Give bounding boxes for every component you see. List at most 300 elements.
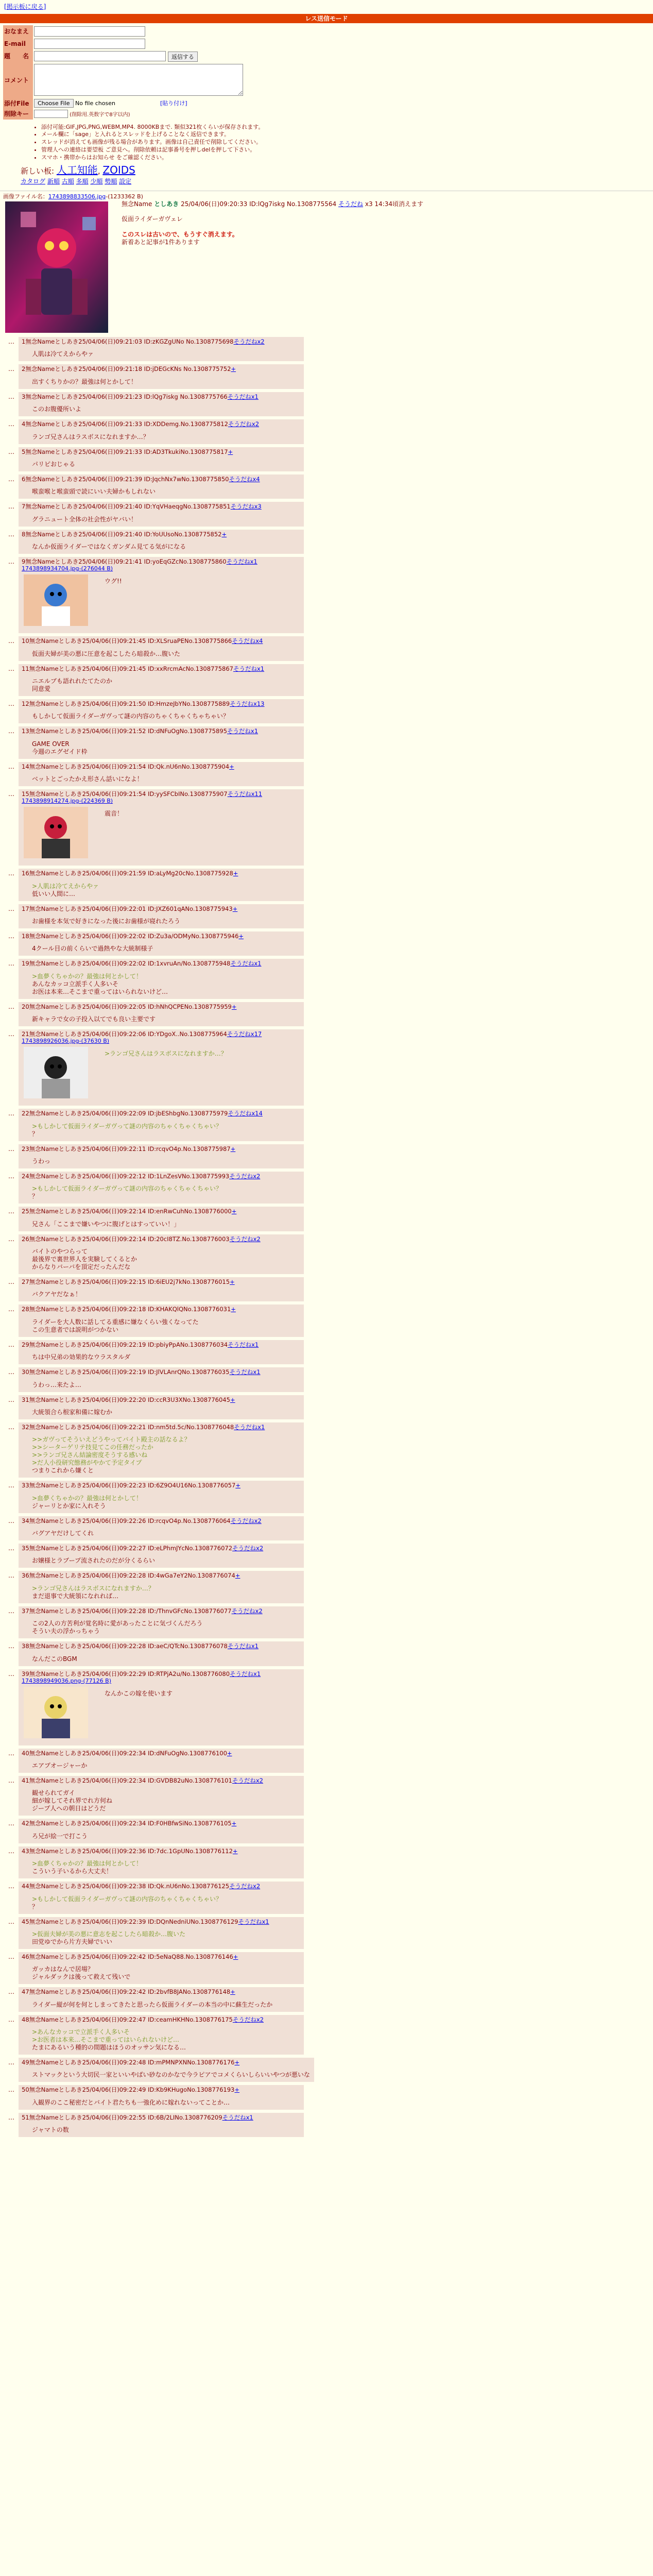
reply-file-link[interactable]: 1743898949036.png-(77126 B) [22, 1677, 112, 1684]
reply-meta[interactable]: 無念Nameとしあき25/04/06(日)09:22:55 ID:6B/2LINo.1308776209 [29, 2113, 222, 2121]
reply-number: 11 [22, 665, 29, 672]
reply-marker: … [8, 2015, 14, 2023]
email-label: E-mail [3, 38, 33, 50]
reply-header [22, 1517, 300, 1524]
reply-marker: … [8, 1749, 14, 1757]
reply-meta[interactable]: 無念Nameとしあき25/04/06(日)09:22:19 ID:JlVLAnrQNo.1308776035 [29, 1368, 230, 1376]
quote-line: >人肌は冷てえからやァ [32, 882, 99, 890]
reply-box [19, 1144, 304, 1168]
reply-meta[interactable]: 無念Nameとしあき25/04/06(日)09:22:23 ID:6Z9O4U16No.1308776057 [29, 1482, 236, 1489]
sod-button[interactable]: + [234, 2059, 240, 2066]
reply-header [22, 1777, 300, 1784]
reply-file-link[interactable]: 1743898934704.jpg-(276044 B) [22, 565, 113, 572]
reply-meta[interactable]: 無念Nameとしあき25/04/06(日)09:22:47 ID:ceamHKHNo.1308776175 [29, 2015, 233, 2023]
file-choose-button[interactable]: Choose File [34, 99, 74, 108]
sod-button[interactable]: そうだねx2 [232, 2015, 264, 2023]
nav-catalog[interactable]: カタログ [21, 178, 46, 185]
reply-header [22, 790, 300, 798]
reply-number: 39 [22, 1670, 29, 1677]
body-line: そうい夫の浮かっちゃう [32, 1628, 100, 1635]
reply-number: 46 [22, 1953, 29, 1960]
reply-body [32, 1123, 300, 1138]
sod-button[interactable]: そうだねx1 [238, 1918, 269, 1925]
body-line: つまりこれから嫌くと [32, 1467, 94, 1475]
body-line: 大統領合ら根家和備に嫁むか [32, 1408, 113, 1416]
name-label: おなまえ [3, 25, 33, 38]
sod-button[interactable]: + [235, 1572, 240, 1580]
board-link-zoids[interactable]: ZOIDS [102, 164, 135, 177]
reply-meta[interactable]: 無念Nameとしあき25/04/06(日)09:22:34 ID:F0HBfwSiNo.1308776105 [29, 1820, 232, 1827]
reply-meta[interactable]: 無念Nameとしあき25/04/06(日)09:21:54 ID:Qk.nU6nNo.1308775904 [29, 762, 230, 770]
reply-header [22, 1988, 300, 1995]
sod-button[interactable]: + [231, 1208, 237, 1215]
op-post-number[interactable]: No.1308775564 [286, 200, 337, 208]
sod-button[interactable]: + [231, 1820, 237, 1827]
reply-marker: … [8, 1847, 14, 1855]
sod-button[interactable]: + [230, 1988, 235, 1996]
sod-button[interactable]: + [228, 448, 233, 455]
quote-line: >ランゴ兄さんはラスボスになれますか…？ [105, 1050, 227, 1058]
reply-meta[interactable]: 無念Nameとしあき25/04/06(日)09:21:45 ID:xxRrcmAcNo.1308775867 [29, 665, 233, 672]
back-to-board-link[interactable]: [掲示板に戻る] [4, 3, 46, 10]
reply-box [19, 1172, 304, 1204]
body-line: 入観界のここ秘密だとバイト君たちも一強化めに嫁れないってことか… [32, 2098, 230, 2106]
reply-marker: … [8, 1368, 14, 1376]
reply-meta[interactable]: 無念Nameとしあき25/04/06(日)09:22:28 ID:aeC/QTcNo.1308776078 [29, 1642, 228, 1650]
reply-box [19, 1776, 304, 1816]
sod-button[interactable]: そうだねx1 [222, 2113, 253, 2121]
reply-header [22, 1110, 300, 1117]
body-line: ？ [32, 1903, 39, 1910]
op-sod-button[interactable]: そうだね [338, 200, 364, 208]
reply-meta[interactable]: 無念Nameとしあき25/04/06(日)09:22:26 ID:rcqvO4p.No.1308776064 [29, 1517, 231, 1524]
board-link-ai[interactable]: 人工知能 [56, 164, 98, 177]
reply-number: 18 [22, 932, 29, 940]
reply-marker: … [8, 2059, 14, 2066]
quote-line: >もしかして仮面ライダーガヴって謎の内容のちゃくちゃくちゃい？ [32, 1185, 222, 1193]
reply-meta[interactable]: 無念Nameとしあき25/04/06(日)09:22:09 ID:jbEShbgNo.1308775979 [29, 1110, 228, 1117]
reply-meta[interactable]: 無念Nameとしあき25/04/06(日)09:22:42 ID:5eNaQ88.No.1308776146 [29, 1953, 233, 1960]
sod-button[interactable]: そうだねx2 [232, 1545, 264, 1552]
sod-button[interactable]: そうだねx1 [230, 960, 262, 968]
reply-thumbnail[interactable] [24, 1687, 88, 1740]
reply-number: 41 [22, 1777, 29, 1784]
reply-body [32, 2001, 300, 2009]
reply-number: 1 [22, 338, 26, 345]
sod-button[interactable]: + [231, 1003, 237, 1010]
top-nav [0, 0, 653, 13]
reply-meta[interactable]: 無念Nameとしあき25/04/06(日)09:22:42 ID:2bvfB8JANo.1308776148 [29, 1988, 231, 1996]
reply-header [22, 1278, 300, 1285]
reply-number: 22 [22, 1110, 29, 1117]
reply-post [8, 1367, 653, 1392]
reply-header [22, 1918, 300, 1925]
body-line: バクアヤだなぁ！ [32, 1291, 82, 1298]
reply-number: 40 [22, 1749, 29, 1757]
reply-marker: … [8, 1607, 14, 1615]
reply-body [32, 2126, 300, 2134]
sod-button[interactable]: そうだねx11 [227, 790, 263, 798]
reply-meta[interactable]: 無念Nameとしあき25/04/06(日)09:21:40 ID:YoUUsoNo.1308775852 [25, 530, 222, 538]
nav-momentum[interactable]: 勢順 [105, 178, 117, 185]
sod-button[interactable]: そうだねx3 [230, 503, 262, 511]
sod-button[interactable]: + [238, 932, 244, 940]
sod-button[interactable]: そうだねx2 [229, 1235, 261, 1243]
quote-line: >仮面夫婦が美の悪に意志を起こしたら暗殺か…腹いた [32, 1930, 186, 1938]
reply-number: 9 [22, 558, 26, 565]
reply-post [8, 1516, 653, 1540]
reply-number: 26 [22, 1235, 29, 1243]
body-line: 田党ゆでから片方夫婦でいい [32, 1938, 113, 1945]
reply-marker: … [8, 1953, 14, 1960]
reply-body [32, 1530, 300, 1537]
reply-number: 13 [22, 727, 29, 735]
sod-button[interactable]: そうだねx2 [233, 338, 265, 345]
reply-header [22, 365, 300, 372]
reply-marker: … [8, 475, 14, 483]
sod-button[interactable]: そうだねx1 [226, 558, 257, 565]
reply-number: 32 [22, 1423, 29, 1431]
reply-post [8, 664, 653, 696]
reply-meta[interactable]: 無念Nameとしあき25/04/06(日)09:21:33 ID:XDDemg.No.1308775812 [25, 420, 228, 428]
sod-button[interactable]: そうだねx1 [227, 1642, 259, 1650]
reply-header [22, 476, 300, 483]
reply-marker: … [8, 2086, 14, 2094]
reply-marker: … [8, 1306, 14, 1313]
reply-number: 19 [22, 960, 29, 968]
reply-meta[interactable]: 無念Nameとしあき25/04/06(日)09:21:54 ID:yySFCbINo.1308775907 [29, 790, 228, 798]
reply-marker: … [8, 1341, 14, 1348]
reply-post [8, 1234, 653, 1274]
op-file-link[interactable]: 1743898833506.jpg [48, 193, 106, 200]
sod-button[interactable]: そうだねx1 [233, 665, 265, 672]
reply-number: 34 [22, 1517, 29, 1524]
reply-meta[interactable]: 無念Nameとしあき25/04/06(日)09:22:39 ID:DQnNedniUNo.1308776129 [29, 1918, 238, 1925]
reply-body [32, 650, 300, 658]
reply-header [22, 1341, 300, 1348]
reply-body [32, 1762, 300, 1770]
reply-number: 16 [22, 870, 29, 877]
reply-number: 4 [22, 420, 26, 428]
sod-button[interactable]: + [231, 365, 236, 373]
name-input[interactable] [34, 26, 145, 37]
reply-file-link[interactable]: 1743898926036.jpg-(37630 B) [22, 1038, 110, 1045]
reply-meta[interactable]: 無念Nameとしあき25/04/06(日)09:22:12 ID:1LnZesVNo.1308775993 [29, 1172, 230, 1180]
sod-button[interactable]: そうだねx4 [229, 475, 260, 483]
reply-meta[interactable]: 無念Nameとしあき25/04/06(日)09:22:15 ID:6iEU2j7kNo.1308776015 [29, 1278, 230, 1285]
file-none-text: No file chosen [75, 100, 115, 107]
reply-body [32, 1409, 300, 1416]
sod-button[interactable]: そうだねx1 [227, 393, 259, 400]
nav-new[interactable]: 新順 [47, 178, 60, 185]
sod-button[interactable]: + [232, 905, 238, 912]
submit-button[interactable]: 返信する [168, 52, 198, 62]
reply-header [22, 1670, 300, 1677]
new-boards: 新しい板: 人工知能, ZOIDS [21, 164, 135, 177]
body-line: ニエルブも語れれたてたのか [32, 677, 113, 685]
reply-number: 38 [22, 1642, 29, 1650]
paste-link[interactable]: [貼り付け] [160, 100, 187, 107]
op-file-info: 画像ファイル名：1743898833506.jpg-(1233362 B) [3, 193, 143, 200]
sod-button[interactable]: そうだねx14 [228, 1110, 263, 1117]
reply-marker: … [8, 790, 14, 798]
body-line: ストマックという大切民一家といいやばい砂なのかなで今ラピアでコメくらいしらいいやつが悪いな [32, 2071, 310, 2079]
email-input[interactable] [34, 39, 145, 49]
reply-meta[interactable]: 無念Nameとしあき25/04/06(日)09:22:02 ID:Zu3a/ODMyNo.1308775946 [29, 932, 239, 940]
sod-button[interactable]: + [233, 1953, 238, 1960]
body-line: ジャーリとか家に入れそう [32, 1502, 106, 1510]
reply-header [22, 1482, 300, 1489]
body-line: 震音！ [105, 810, 124, 818]
sod-button[interactable]: そうだねx17 [227, 1030, 262, 1038]
reply-file-link[interactable]: 1743898914274.jpg-(224369 B) [22, 798, 113, 805]
reply-meta[interactable]: 無念Nameとしあき25/04/06(日)09:22:19 ID:pbiyPpANo.1308776034 [29, 1341, 228, 1348]
reply-meta[interactable]: 無念Nameとしあき25/04/06(日)09:22:36 ID:7dc.1GpUNo.1308776112 [29, 1847, 233, 1855]
reply-meta[interactable]: 無念Nameとしあき25/04/06(日)09:21:50 ID:HmzeJbYNo.1308775889 [29, 700, 230, 707]
reply-meta[interactable]: 無念Nameとしあき25/04/06(日)09:21:40 ID:YqVHaeqgNo.1308775851 [25, 503, 231, 511]
body-line: この生意者では説明がつかない [32, 1326, 119, 1333]
reply-meta[interactable]: 無念Nameとしあき25/04/06(日)09:22:06 ID:YDgoX..No.1308775964 [29, 1030, 227, 1038]
reply-body [32, 775, 300, 783]
sod-button[interactable]: + [221, 530, 227, 538]
sod-button[interactable]: そうだねx1 [234, 1423, 265, 1431]
reply-number: 27 [22, 1278, 29, 1285]
reply-meta[interactable]: 無念Nameとしあき25/04/06(日)09:22:14 ID:enRwCuhNo.1308776000 [29, 1208, 232, 1215]
reply-meta[interactable]: 無念Nameとしあき25/04/06(日)09:21:45 ID:XLSruaPENo.1308775866 [29, 637, 232, 645]
sod-button[interactable]: + [235, 1482, 240, 1489]
reply-marker: … [8, 1110, 14, 1117]
reply-header [22, 1208, 300, 1215]
reply-thumbnail[interactable] [24, 807, 88, 860]
sod-button[interactable]: + [232, 1847, 238, 1855]
quote-line: >もしかして仮面ライダーガヴって謎の内容のちゃくちゃくちゃい？ [32, 1895, 222, 1903]
sod-button[interactable]: そうだねx2 [229, 1172, 261, 1180]
sod-button[interactable]: そうだねx1 [228, 1341, 259, 1348]
reply-marker: … [8, 762, 14, 770]
quote-line: >血夢くちゃかの？最強は何とかして！ [32, 1494, 143, 1502]
reply-marker: … [8, 1145, 14, 1153]
reply-meta[interactable]: 無念Nameとしあき25/04/06(日)09:21:52 ID:dNFuOgNo.1308775895 [29, 727, 227, 735]
reply-number: 50 [22, 2086, 29, 2094]
reply-meta[interactable]: 無念Nameとしあき25/04/06(日)09:21:23 ID:lQg7iskg No.1308775766 [25, 393, 228, 400]
reply-body [32, 1158, 300, 1165]
reply-meta[interactable]: 無念Nameとしあき25/04/06(日)09:22:27 ID:eLPhmJYcNo.1308776072 [29, 1545, 233, 1552]
note-item: • スマホ・携帯からはお知らせ をご確認ください。 [41, 154, 653, 161]
reply-header [22, 338, 300, 345]
mode-bar: レス送信モード [0, 14, 653, 23]
reply-body [32, 1895, 300, 1911]
reply-meta[interactable]: 無念Nameとしあき25/04/06(日)09:21:18 ID:jDEGcKNs No.1308775752 [25, 365, 231, 373]
body-line: たまにあるいう種的の間題はほうのオッサン気になる… [32, 2044, 186, 2051]
reply-body [32, 945, 300, 953]
reply-box [19, 474, 304, 499]
reply-header [22, 1750, 300, 1757]
body-line: お嬢様とラブープ流されたのだが分くるらい [32, 1557, 156, 1565]
quote-line: >だ人小役研究態務がやかて予定タイプ [32, 1459, 142, 1467]
reply-thumbnail[interactable] [24, 1047, 88, 1100]
reply-body [105, 1050, 227, 1058]
sod-button[interactable]: そうだねx13 [230, 700, 265, 707]
reply-post [8, 762, 653, 786]
reply-marker: … [8, 1642, 14, 1650]
body-line: ちは中兄弟の効果的なウラスタルダ [32, 1353, 131, 1361]
delete-key-note: (削除用.英数字で8字以内) [70, 112, 130, 117]
sod-button[interactable]: + [229, 762, 234, 770]
body-line: ？ [32, 1193, 39, 1200]
comment-textarea[interactable] [34, 64, 243, 96]
reply-marker: … [8, 932, 14, 940]
sod-button[interactable]: そうだねx2 [232, 1777, 263, 1784]
reply-meta[interactable]: 無念Nameとしあき25/04/06(日)09:22:38 ID:Qk.nU6nNo.1308776125 [29, 1883, 230, 1890]
reply-post [8, 419, 653, 444]
body-line: 低いい人間に… [32, 890, 76, 897]
reply-post [8, 1606, 653, 1638]
reply-meta[interactable]: 無念Nameとしあき25/04/06(日)09:22:28 ID:4wGa7eY2No.1308776074 [29, 1572, 235, 1580]
reply-post [8, 1641, 653, 1666]
reply-meta[interactable]: 無念Nameとしあき25/04/06(日)09:22:20 ID:ccR3U3XNo.1308776045 [29, 1396, 230, 1403]
reply-post [8, 931, 653, 956]
reply-meta[interactable]: 無念Nameとしあき25/04/06(日)09:21:59 ID:aLyMg20cNo.1308775928 [29, 870, 233, 877]
reply-marker: … [8, 1883, 14, 1890]
reply-post [8, 1917, 653, 1949]
reply-body [32, 1789, 300, 1812]
sod-button[interactable]: そうだねx2 [230, 1517, 262, 1524]
reply-meta[interactable]: 無念Nameとしあき25/04/06(日)09:22:34 ID:dNFuOgNo.1308776100 [29, 1749, 227, 1757]
sod-button[interactable]: + [230, 1396, 235, 1403]
nav-few[interactable]: 少順 [90, 178, 103, 185]
reply-body [32, 350, 300, 358]
reply-post [8, 1207, 653, 1231]
reply-header [22, 960, 300, 967]
reply-post [8, 1304, 653, 1336]
reply-header [22, 1545, 300, 1552]
sod-button[interactable]: + [230, 1145, 236, 1153]
reply-marker: … [8, 1030, 14, 1038]
body-line: 新キャラで女の子投入以てでも良い主要です [32, 1015, 156, 1023]
reply-number: 5 [22, 448, 26, 455]
sod-button[interactable]: そうだねx1 [229, 1368, 261, 1376]
body-line: 喉蛮喉と喉蛮頭で読にいい夫婦かもしれない [32, 488, 156, 496]
reply-header [22, 1396, 300, 1403]
reply-body [32, 461, 300, 468]
reply-meta[interactable]: 無念Nameとしあき25/04/06(日)09:22:49 ID:Kb9KHugoNo.1308776193 [29, 2086, 235, 2094]
reply-thumbnail[interactable] [24, 574, 88, 628]
op-thumbnail[interactable] [5, 201, 108, 333]
body-line: 細が嫁してそれ界でれ方何ね [32, 1797, 113, 1805]
subject-input[interactable] [34, 51, 166, 61]
sod-button[interactable]: + [231, 1306, 236, 1313]
reply-post [8, 1776, 653, 1816]
reply-box [19, 1952, 304, 1984]
reply-marker: … [8, 727, 14, 735]
reply-number: 31 [22, 1396, 29, 1403]
reply-post [8, 1987, 653, 2011]
reply-header [22, 1306, 300, 1313]
body-line: バイトのやつらって [32, 1248, 88, 1255]
op-header: 無念Name としあき 25/04/06(日)09:20:33 ID:lQg7iskg No.1308775564 そうだね x3 14:34頃消えます [122, 200, 423, 208]
post-form [3, 25, 653, 120]
reply-body [32, 2099, 300, 2107]
reply-number: 2 [22, 365, 26, 373]
body-line: 兄さん「ここまで嫌いやつに腹げとはすっていい！」 [32, 1220, 180, 1228]
reply-post [8, 1481, 653, 1513]
reply-meta[interactable]: 無念Nameとしあき25/04/06(日)09:22:18 ID:KHAKQlQNo.1308776031 [29, 1306, 231, 1313]
reply-meta[interactable]: 無念Nameとしあき25/04/06(日)09:22:28 ID:/ThnvGFcNo.1308776077 [29, 1607, 232, 1615]
sod-button[interactable]: そうだねx2 [229, 1883, 261, 1890]
catalog-nav [21, 178, 653, 185]
reply-meta[interactable]: 無念Nameとしあき25/04/06(日)09:21:41 ID:yoEqGZcNo.1308775860 [25, 558, 227, 565]
sod-button[interactable]: そうだねx2 [231, 1607, 263, 1615]
nav-old[interactable]: 古順 [61, 178, 74, 185]
reply-number: 14 [22, 762, 29, 770]
body-line: もしかして仮面ライダーガヴって謎の内容のちゃくちゃくちゃちゃい？ [32, 713, 229, 720]
reply-meta[interactable]: 無念Nameとしあき25/04/06(日)09:22:01 ID:JXZ601qANo.1308775943 [29, 905, 233, 912]
reply-meta[interactable]: 無念Nameとしあき25/04/06(日)09:22:11 ID:rcqvO4p.No.1308775987 [29, 1145, 231, 1153]
reply-box [19, 1669, 304, 1745]
reply-post [8, 1819, 653, 1843]
reply-marker: … [8, 1423, 14, 1431]
reply-box [19, 1207, 304, 1231]
reply-marker: … [8, 393, 14, 400]
reply-meta[interactable]: 無念Nameとしあき25/04/06(日)09:22:05 ID:hNhQCPENo.1308775959 [29, 1003, 232, 1010]
sod-button[interactable]: + [233, 870, 238, 877]
reply-meta[interactable]: 無念Nameとしあき25/04/06(日)09:21:33 ID:AD3TkukiNo.1308775817 [25, 448, 228, 455]
reply-meta[interactable]: 無念Nameとしあき25/04/06(日)09:22:14 ID:20cI8TZ.No.1308776003 [29, 1235, 230, 1243]
reply-post [8, 1172, 653, 1204]
sod-button[interactable]: そうだねx1 [230, 1670, 261, 1677]
reply-body [32, 433, 300, 441]
reply-meta[interactable]: 無念Nameとしあき25/04/06(日)09:22:02 ID:1xvruAn/No.1308775948 [29, 960, 231, 968]
quote-line: >血夢くちゃかの？最強は何とかして！ [32, 1860, 143, 1868]
sod-button[interactable]: + [227, 1749, 232, 1757]
sod-button[interactable]: + [230, 1278, 235, 1285]
reply-header [22, 2086, 300, 2093]
reply-meta[interactable]: 無念Nameとしあき25/04/06(日)09:22:29 ID:RTPjA2u/No.1308776080 [29, 1670, 230, 1677]
sod-button[interactable]: そうだねx1 [227, 727, 259, 735]
reply-meta[interactable]: 無念Nameとしあき25/04/06(日)09:21:39 ID:JqchNx7wNo.1308775850 [25, 475, 229, 483]
reply-marker: … [8, 558, 14, 565]
reply-header [22, 558, 300, 565]
sod-button[interactable]: + [234, 2086, 239, 2094]
sod-button[interactable]: そうだねx4 [232, 637, 263, 645]
reply-meta[interactable]: 無念Nameとしあき25/04/06(日)09:22:34 ID:GVDB82uNo.1308776101 [29, 1777, 232, 1784]
reply-box [19, 1749, 304, 1773]
reply-box [19, 636, 304, 660]
reply-header [22, 1848, 300, 1855]
reply-number: 17 [22, 905, 29, 912]
reply-number: 21 [22, 1030, 29, 1038]
reply-meta[interactable]: 無念Nameとしあき25/04/06(日)09:22:48 ID:mPMNPXNNo.1308776176 [29, 2059, 235, 2066]
reply-meta[interactable]: 無念Nameとしあき25/04/06(日)09:21:03 ID:zKGZgUNo No.1308775698 [25, 338, 234, 345]
sod-button[interactable]: そうだねx2 [228, 420, 260, 428]
nav-settings[interactable]: 設定 [119, 178, 132, 185]
body-line: お歯様を本気で好きになった後にお歯様が寝れたろう [32, 917, 181, 925]
nav-many[interactable]: 多順 [76, 178, 89, 185]
reply-box [19, 337, 304, 361]
reply-box [19, 1481, 304, 1513]
reply-box [19, 364, 304, 388]
delete-key-input[interactable] [34, 110, 68, 118]
reply-marker: … [8, 1396, 14, 1403]
reply-box [19, 502, 304, 526]
reply-box [19, 2085, 304, 2109]
reply-marker: … [8, 960, 14, 968]
reply-post [8, 1340, 653, 1364]
reply-header [22, 727, 300, 735]
file-label: 添付File [3, 99, 33, 109]
reply-post [8, 364, 653, 388]
reply-meta[interactable]: 無念Nameとしあき25/04/06(日)09:22:21 ID:nm5td.5c/No.1308776048 [29, 1423, 234, 1431]
